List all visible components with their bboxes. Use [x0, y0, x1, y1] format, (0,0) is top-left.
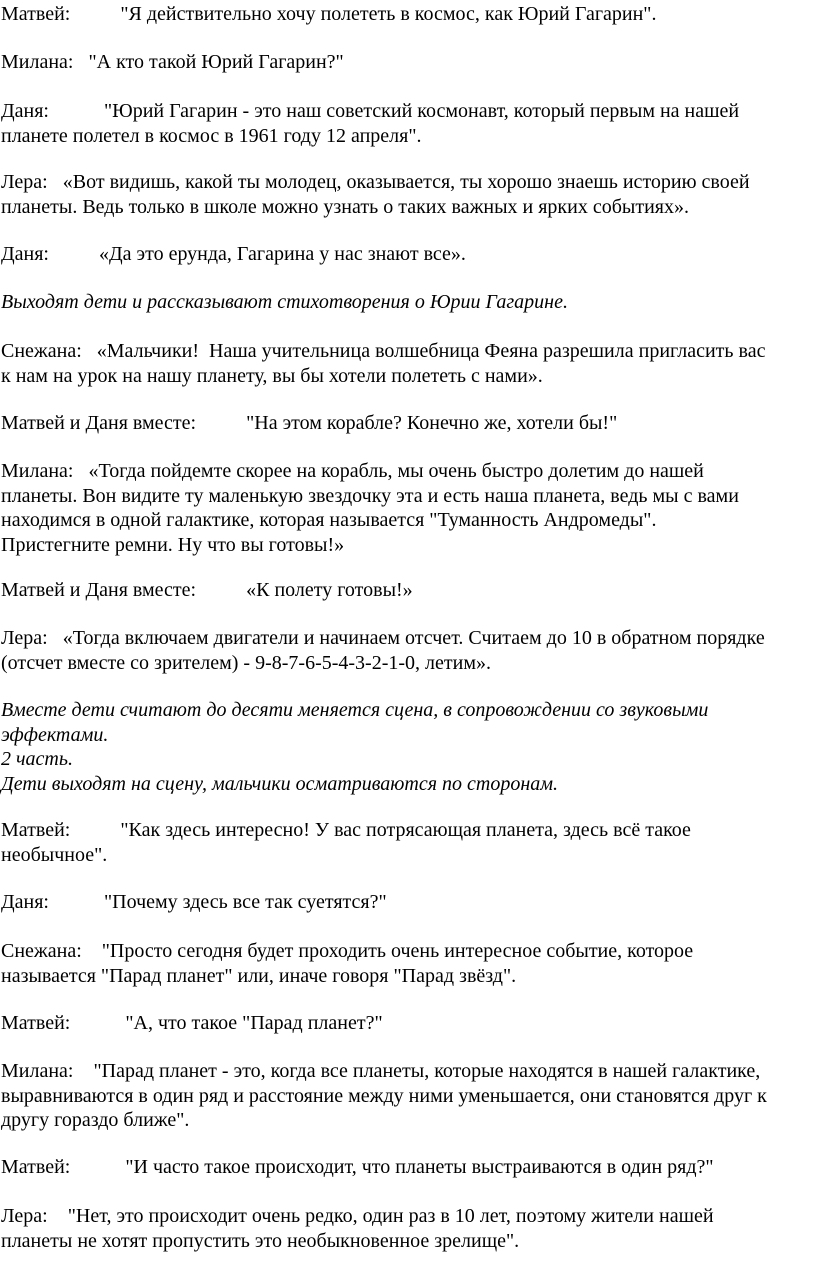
dialogue-line — [1, 2, 813, 27]
speaker-name: Милана: — [1, 460, 74, 482]
speaker-name: Снежана: — [1, 340, 82, 362]
speaker-name: Лера: — [1, 627, 48, 649]
speaker-name: Матвей: — [1, 1012, 71, 1034]
line-text: "На этом корабле? Конечно же, хотели бы!" — [246, 412, 618, 434]
line-text: "Как здесь интересно! У вас потрясающая планета, здесь всё такое необычное". — [1, 819, 691, 866]
stage-direction: Вместе дети считают до десяти меняется сцена, в сопровождении со звуковыми эффектами. 2 часть. Дети выходят на сцену, мальчики осматриваются по сторонам. — [1, 699, 709, 795]
line-text: «Мальчики! Наша учительница волшебница Феяна разрешила пригласить вас к нам на урок на нашу планету, вы бы хотели полететь с нами». — [1, 340, 766, 387]
dialogue-line — [1, 1011, 813, 1036]
dialogue-line — [1, 818, 813, 867]
speaker-name: Матвей: — [1, 3, 71, 25]
speaker-name: Милана: — [1, 1060, 74, 1082]
line-text: "А, что такое "Парад планет?" — [125, 1012, 383, 1034]
speaker-name: Лера: — [1, 171, 48, 193]
line-text: «Вот видишь, какой ты молодец, оказывается, ты хорошо знаешь историю своей планеты. Ведь только в школе можно узнать о таких важных и ярких событиях». — [1, 171, 750, 218]
speaker-name: Матвей: — [1, 819, 71, 841]
line-text: «Да это ерунда, Гагарина у нас знают все». — [98, 243, 466, 265]
dialogue-line — [1, 1204, 813, 1253]
line-text: "Парад планет - это, когда все планеты, которые находятся в нашей галактике, выравниваются в один ряд и расстояние между ними уменьшается, они становятся друг к другу гораздо ближе". — [1, 1060, 767, 1131]
speaker-name: Лера: — [1, 1205, 48, 1227]
dialogue-line — [1, 50, 813, 75]
dialogue-line — [1, 578, 813, 603]
dialogue-line — [1, 459, 813, 557]
line-text: «Тогда пойдемте скорее на корабль, мы очень быстро долетим до нашей планеты. Вон видите ту маленькую звездочку эта и есть наша планета, ведь мы с вами находимся в одной галактике, которая называется "Туманность Андромеды". Пристегните ремни. Ну что вы готовы!» — [1, 460, 739, 556]
speaker-name: Матвей и Даня вместе: — [1, 579, 197, 601]
dialogue-line — [1, 1155, 813, 1180]
dialogue-line — [1, 626, 813, 675]
dialogue-line — [1, 99, 813, 148]
line-text: «К полету готовы!» — [246, 579, 413, 601]
speaker-name: Милана: — [1, 51, 74, 73]
line-text: "А кто такой Юрий Гагарин?" — [88, 51, 344, 73]
speaker-name: Даня: — [1, 891, 49, 913]
speaker-name: Матвей и Даня вместе: — [1, 412, 197, 434]
dialogue-line — [1, 339, 813, 388]
line-text: «Тогда включаем двигатели и начинаем отсчет. Считаем до 10 в обратном порядке (отсчет вместе со зрителем) - 9-8-7-6-5-4-3-2-1-0, летим». — [1, 627, 765, 674]
line-text: "И часто такое происходит, что планеты выстраиваются в один ряд?" — [125, 1156, 714, 1178]
line-text: "Почему здесь все так суетятся?" — [103, 891, 387, 913]
speaker-name: Даня: — [1, 243, 49, 265]
speaker-name: Снежана: — [1, 940, 82, 962]
speaker-name: Даня: — [1, 100, 49, 122]
dialogue-line — [1, 170, 813, 219]
dialogue-line — [1, 242, 813, 267]
dialogue-line — [1, 890, 813, 915]
dialogue-line — [1, 939, 813, 988]
speaker-name: Матвей: — [1, 1156, 71, 1178]
line-text: "Я действительно хочу полететь в космос, как Юрий Гагарин". — [120, 3, 657, 25]
line-text: "Юрий Гагарин - это наш советский космонавт, который первым на нашей планете полетел в космос в 1961 году 12 апреля". — [1, 100, 740, 147]
dialogue-line — [1, 411, 813, 436]
stage-direction: Выходят дети и рассказывают стихотворения о Юрии Гагарине. — [1, 291, 568, 313]
line-text: "Нет, это происходит очень редко, один раз в 10 лет, поэтому жители нашей планеты не хотят пропустить это необыкновенное зрелище". — [1, 1205, 714, 1252]
dialogue-line — [1, 1059, 813, 1133]
line-text: "Просто сегодня будет проходить очень интересное событие, которое называется "Парад планет" или, иначе говоря "Парад звёзд". — [1, 940, 694, 987]
